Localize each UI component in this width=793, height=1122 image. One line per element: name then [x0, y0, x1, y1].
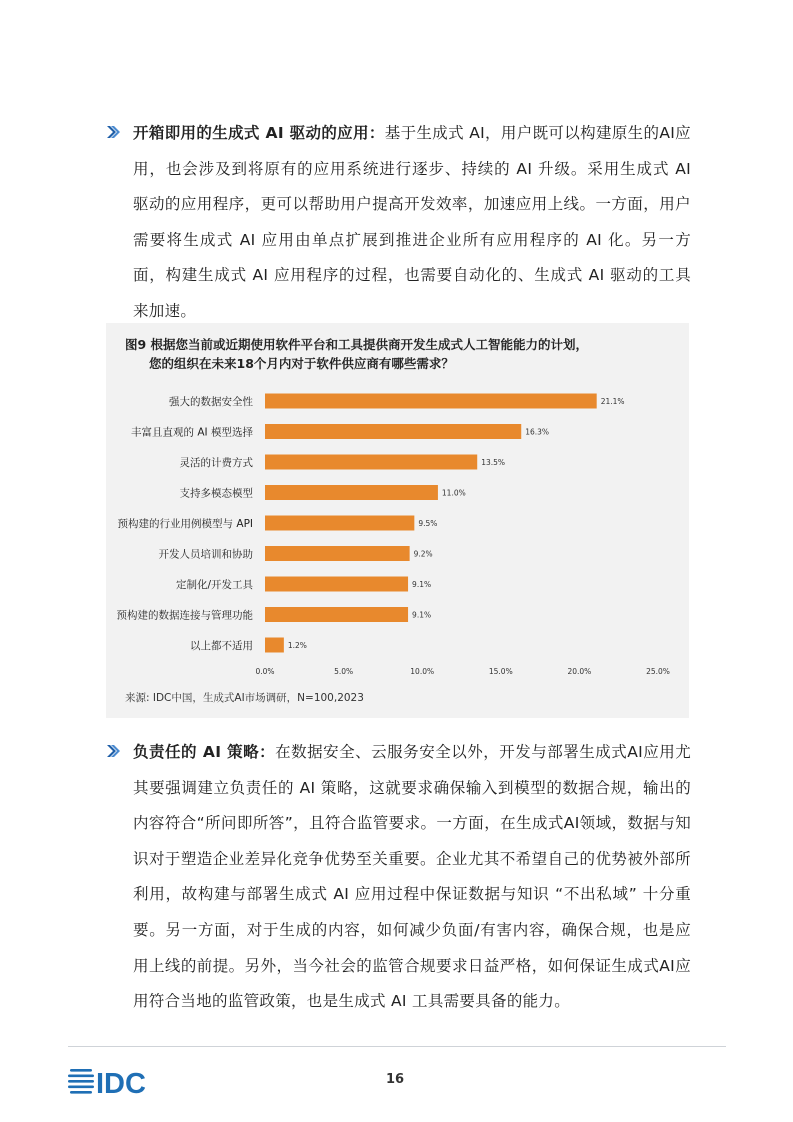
data-label: 13.5% — [481, 458, 506, 467]
bar — [265, 516, 414, 531]
data-label: 11.0% — [441, 488, 466, 498]
paragraph-responsible-ai — [133, 735, 691, 1020]
chart-title-line-1: 图9 根据您当前或近期使用软件平台和工具提供商开发生成式人工智能能力的计划， — [125, 337, 589, 352]
bar-chart — [106, 323, 689, 718]
category-label: 灵活的计费方式 — [179, 457, 253, 469]
bar — [265, 485, 438, 500]
category-label: 丰富且直观的 AI 模型选择 — [131, 426, 253, 439]
x-tick-label: 25.0% — [646, 667, 670, 676]
paragraph-body: 基于生成式 AI，用户既可以构建原生的AI应用，也会涉及到将原有的应用系统进行逐步、持续的 AI 升级。采用生成式 AI 驱动的应用程序，更可以帮助用户提高开发效率，加速应用上线。一方面，用户需要将生成式 AI 应用由单点扩展到推进企业所有应用程序的 AI 化。另一方面，构建生成式 AI 应用程序的过程，也需要自动化的、生成式 AI 驱动的工具来加速。 — [133, 124, 691, 320]
bar — [265, 394, 597, 409]
category-label: 支持多模态模型 — [179, 487, 253, 500]
data-label: 9.2% — [413, 549, 433, 559]
footer-divider — [68, 1046, 726, 1047]
figure-9-chart — [106, 323, 689, 718]
chevron-bullet-icon — [106, 744, 120, 758]
bar — [265, 424, 521, 439]
idc-logo — [68, 1066, 168, 1096]
paragraph-lead: 开箱即用的生成式 AI 驱动的应用： — [133, 124, 385, 142]
data-label: 9.1% — [412, 610, 432, 620]
x-tick-label: 0.0% — [255, 667, 275, 676]
data-label: 9.1% — [412, 580, 432, 589]
x-tick-label: 15.0% — [488, 667, 513, 676]
bar — [265, 607, 408, 622]
bar — [265, 546, 410, 561]
paragraph-out-of-box-apps — [133, 116, 691, 330]
bar — [265, 638, 284, 653]
chart-source: 来源: IDC中国，生成式AI市场调研，N=100,2023 — [125, 692, 364, 704]
logo-text: IDC — [96, 1068, 146, 1096]
category-label: 预构建的行业用例模型与 API — [117, 518, 253, 530]
chevron-bullet-icon — [106, 125, 120, 139]
data-label: 21.1% — [600, 397, 625, 406]
category-label: 定制化/开发工具 — [175, 579, 253, 591]
x-tick-label: 20.0% — [567, 667, 592, 676]
data-label: 1.2% — [287, 641, 307, 650]
bar — [265, 455, 477, 470]
chart-title-line-2: 您的组织在未来18个月内对于软件供应商有哪些需求？ — [149, 356, 454, 371]
category-label: 强大的数据安全性 — [169, 396, 253, 408]
category-label: 以上都不适用 — [190, 640, 253, 652]
paragraph-body: 在数据安全、云服务安全以外，开发与部署生成式AI应用尤其要强调建立负责任的 AI 策略，这就要求确保输入到模型的数据合规，输出的内容符合“所问即所答”，且符合监管要求。一方面，在生成式AI领域，数据与知识对于塑造企业差异化竞争优势至关重要。企业尤其不希望自己的优势被外部所利用，故构建与部署生成式 AI 应用过程中保证数据与知识 “不出私域” 十分重要。另一方面，对于生成的内容，如何减少负面/有害内容，确保合规，也是应用上线的前提。另外，当今社会的监管合规要求日益严格，如何保证生成式AI应用符合当地的监管政策，也是生成式 AI 工具需要具备的能力。 — [133, 743, 691, 1011]
bar — [265, 577, 408, 592]
data-label: 9.5% — [418, 519, 438, 528]
category-label: 预构建的数据连接与管理功能 — [116, 609, 253, 622]
category-label: 开发人员培训和协助 — [158, 548, 253, 561]
data-label: 16.3% — [525, 427, 550, 437]
x-tick-label: 10.0% — [410, 667, 435, 676]
x-tick-label: 5.0% — [334, 667, 354, 676]
paragraph-lead: 负责任的 AI 策略： — [133, 743, 276, 761]
page-number: 16 — [386, 1072, 405, 1087]
